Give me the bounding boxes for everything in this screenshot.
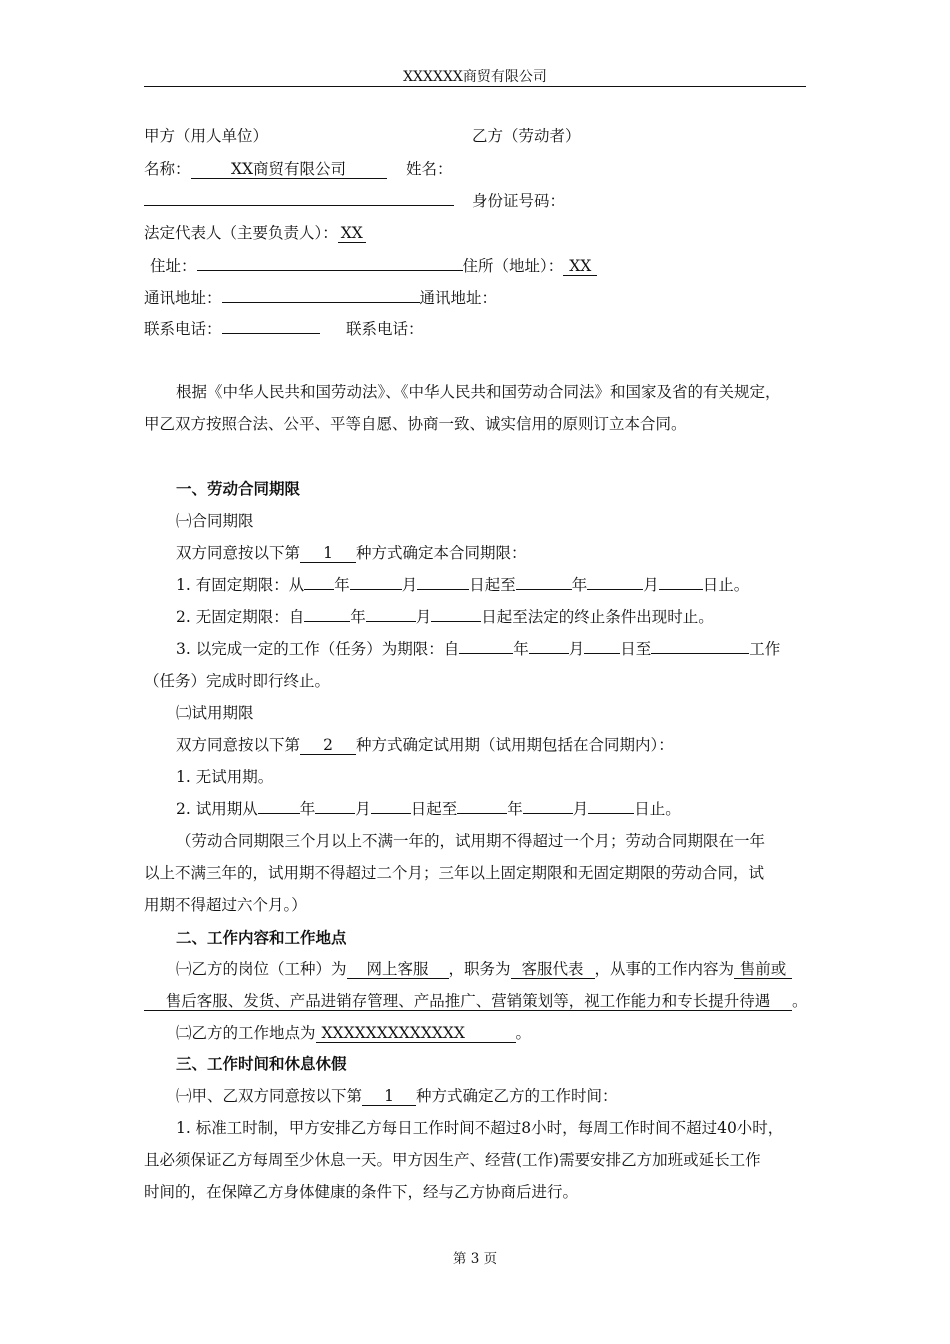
header-rule (144, 86, 806, 87)
s2-p1-line-2 (144, 989, 808, 1011)
opt1-g: 日止。 (702, 576, 750, 594)
opt1-e: 年 (571, 576, 588, 594)
trial-pre: 双方同意按以下第 (176, 736, 301, 754)
phone-label-a: 联系电话： (144, 320, 222, 338)
opt2-d: 日起至法定的终止条件出现时止。 (481, 608, 714, 626)
s1-trial-1: 1. 无试用期。 (176, 768, 274, 786)
trial2-g: 日止。 (634, 800, 681, 818)
trial-value: 2 (300, 737, 356, 755)
s3-p1-b: 种方式确定乙方的工作时间： (416, 1087, 618, 1105)
work-time-value: 1 (362, 1088, 416, 1106)
trial2-a: 2. 试用期从 (176, 800, 258, 818)
page-header: XXXXXX商贸有限公司 (403, 69, 547, 85)
opt1-b: 年 (334, 576, 350, 594)
s1-note-2: 以上不满三年的，试用期不得超过二个月；三年以上固定期限和无固定期限的劳动合同，试 (144, 864, 765, 882)
name-row (144, 157, 387, 179)
mail-label-b: 通讯地址： (419, 289, 498, 307)
s3-p1-a: ㈠甲、乙双方同意按以下第 (176, 1087, 363, 1105)
party-a-label: 甲方（用人单位） (144, 127, 269, 145)
s2-p1-end: 。 (792, 992, 808, 1010)
s1-trial-row (176, 733, 674, 755)
s1-opt-3-line-2: （任务）完成时即行终止。 (144, 672, 331, 690)
phone-label-b: 联系电话： (346, 320, 424, 338)
trial2-c: 月 (355, 800, 371, 818)
page-number: 第 3 页 (452, 1251, 498, 1267)
opt3-e: 工作 (749, 640, 781, 658)
trial2-f: 月 (572, 800, 589, 818)
address-label: 住址： (150, 257, 197, 275)
legal-rep-value: XX (338, 225, 366, 243)
s2-p1-a: ㈠乙方的岗位（工种）为 (176, 960, 347, 978)
trial2-d: 日起至 (410, 800, 458, 818)
s2-p2-a: ㈡乙方的工作地点为 (176, 1024, 316, 1042)
mail-row (144, 286, 497, 308)
address-row (150, 254, 597, 276)
section-1-title: 一、劳动合同期限 (176, 479, 301, 498)
opt3-b: 年 (513, 640, 529, 658)
intro-line-2: 甲乙双方按照合法、公平、平等自愿、协商一致、诚实信用的原则订立本合同。 (144, 415, 687, 433)
opt1-f: 月 (643, 576, 659, 594)
s3-p1 (176, 1084, 618, 1106)
opt2-c: 月 (415, 608, 432, 626)
opt1-c: 月 (401, 576, 418, 594)
phone-row (144, 317, 320, 339)
trial2-b: 年 (299, 800, 316, 818)
opt3-a: 3. 以完成一定的工作（任务）为期限：自 (176, 640, 460, 658)
mail-label-a: 通讯地址： (144, 289, 222, 307)
agree-post: 种方式确定本合同期限： (356, 544, 527, 562)
s1-opt-1 (176, 573, 749, 595)
trial2-e: 年 (507, 800, 523, 818)
content-value-2: 售后客服、发货、产品进销存管理、产品推广、营销策划等，视工作能力和专长提升待遇 (144, 993, 792, 1011)
post-value: 网上客服 (347, 961, 449, 979)
party-b-label: 乙方（劳动者） (472, 127, 581, 145)
s2-p1-line-1 (176, 957, 792, 979)
content-value-1: 售前或 (734, 961, 792, 979)
section-2-title: 二、工作内容和工作地点 (176, 928, 347, 947)
s1-sub-1: ㈠合同期限 (176, 512, 254, 530)
s3-std-1: 1. 标准工时制，甲方安排乙方每日工作时间不超过8小时，每周工作时间不超过40小时， (176, 1119, 784, 1137)
s3-std-3: 时间的，在保障乙方身体健康的条件下，经与乙方协商后进行。 (144, 1183, 579, 1201)
id-label: 身份证号码： (472, 192, 566, 210)
s1-opt-3 (176, 637, 780, 659)
opt3-d: 日至 (620, 640, 652, 658)
work-location-value: XXXXXXXXXXXXX (316, 1025, 516, 1043)
s2-p2 (176, 1021, 531, 1043)
s1-opt-2 (176, 605, 714, 627)
residence-label: 住所（地址）： (462, 257, 564, 275)
intro-line-1: 根据《中华人民共和国劳动法》、《中华人民共和国劳动合同法》和国家及省的有关规定， (176, 383, 781, 401)
opt1-d: 日起至 (469, 576, 516, 594)
s2-p1-c: ，从事的工作内容为 (594, 960, 735, 978)
s1-agree-row (176, 541, 527, 563)
legal-rep-row (144, 221, 366, 243)
s1-note-3: 用期不得超过六个月。） (144, 896, 307, 914)
agree-pre: 双方同意按以下第 (176, 544, 301, 562)
residence-value: XX (563, 258, 597, 276)
s2-p2-end: 。 (515, 1024, 532, 1042)
section-3-title: 三、工作时间和休息休假 (176, 1054, 347, 1073)
opt3-c: 月 (568, 640, 585, 658)
opt1-a: 1. 有固定期限：从 (176, 576, 305, 594)
agree-value: 1 (300, 545, 356, 563)
s1-trial-2 (176, 797, 681, 819)
job-title-value: 客服代表 (511, 961, 595, 979)
legal-rep-label: 法定代表人（主要负责人）： (144, 224, 338, 242)
name-value: XX商贸有限公司 (191, 161, 387, 179)
s1-sub-2: ㈡试用期限 (176, 704, 254, 722)
opt2-b: 年 (350, 608, 366, 626)
name-label: 名称： (144, 160, 191, 178)
blank-line-a (144, 191, 454, 210)
opt2-a: 2. 无固定期限：自 (176, 608, 305, 626)
s2-p1-b: ，职务为 (448, 960, 511, 978)
s3-std-2: 且必须保证乙方每周至少休息一天。甲方因生产、经营(工作)需要安排乙方加班或延长工作 (144, 1151, 761, 1169)
s1-note-1: （劳动合同期限三个月以上不满一年的，试用期不得超过一个月；劳动合同期限在一年 (176, 832, 766, 850)
b-name-label: 姓名： (406, 160, 453, 178)
trial-post: 种方式确定试用期（试用期包括在合同期内）： (356, 736, 674, 754)
